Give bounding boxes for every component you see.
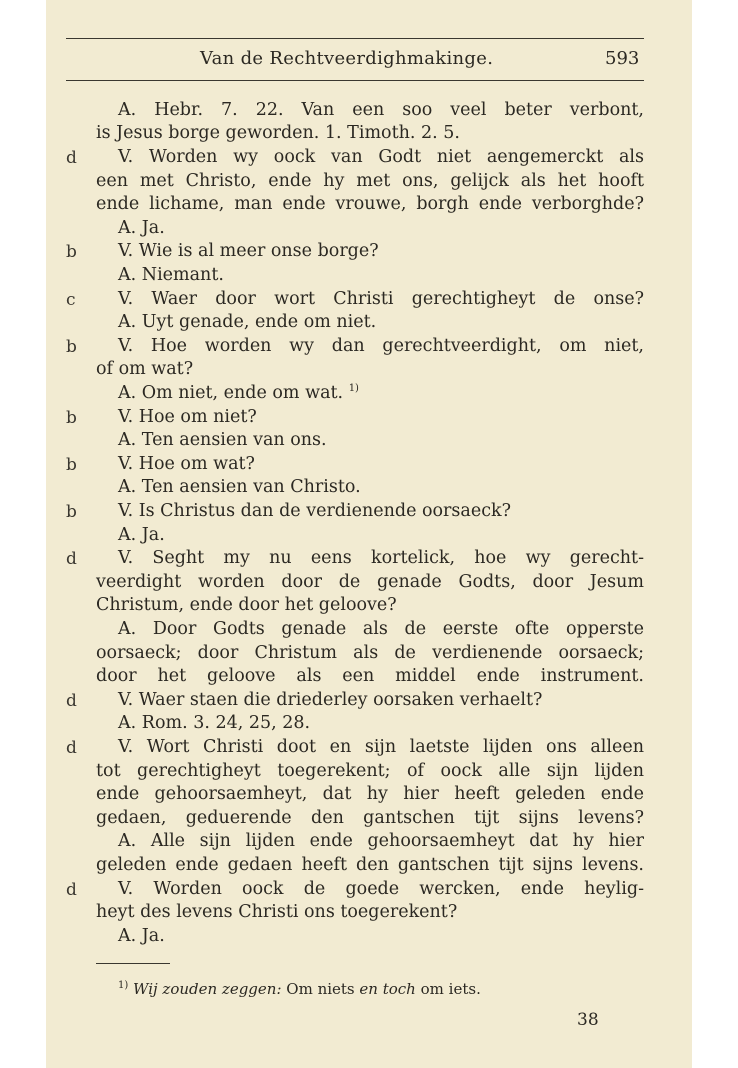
text-line: heyt des levens Christi ons toegerekent? [96,902,458,922]
footnote [118,980,481,998]
text-line: V. Is Christus dan de verdienende oorsaeck? [118,501,511,521]
text-line: geleden ende gedaen heeft den gantschen tijt sijns levens. [96,855,644,875]
footnote-italic-2: en toch [359,980,416,998]
margin-letter: b [66,337,77,357]
text-line: ende lichame, man ende vrouwe, borgh ende verborghde? [96,194,644,214]
margin-letter: d [66,880,77,900]
text-line: een met Christo, ende hy met ons, gelijck als het hooft [96,171,644,191]
text-line: A. Rom. 3. 24, 25, 28. [118,713,311,733]
text-line: A. Door Godts genade als de eerste ofte opperste [118,619,644,639]
text-line: A. Ten aensien van Christo. [118,477,361,497]
footnote-rule [96,963,170,964]
text-line: gedaen, geduerende den gantschen tijt sijns levens? [96,808,644,828]
text-line: A. Ten aensien van ons. [118,430,327,450]
line-text: A. Om niet, ende om wat. [118,383,344,403]
text-line: V. Worden oock de goede wercken, ende heylig- [118,879,644,899]
margin-letter: b [66,455,77,475]
text-line: V. Hoe om niet? [118,407,257,427]
text-line: A. Alle sijn lijden ende gehoorsaemheyt dat hy hier [118,831,644,851]
text-line: A. Uyt genade, ende om niet. [118,312,377,332]
footnote-italic: Wij zouden zeggen: [133,980,282,998]
text-line: Christum, ende door het geloove? [96,595,397,615]
margin-letter: b [66,242,77,262]
margin-letter: d [66,738,77,758]
text-line: is Jesus borge geworden. 1. Timoth. 2. 5. [96,123,460,143]
text-line: oorsaeck; door Christum als de verdienende oorsaeck; [96,643,644,663]
text-line: ende gehoorsaemheyt, dat hy hier heeft geleden ende [96,784,644,804]
footnote-marker: 1) [118,980,129,991]
margin-letter: d [66,691,77,711]
margin-letter: d [66,148,77,168]
margin-letter: b [66,408,77,428]
page-number: 593 [605,48,640,69]
text-line: V. Wort Christi doot en sijn laetste lijden ons alleen [118,737,644,757]
text-line: A. Hebr. 7. 22. Van een soo veel beter verbont, [118,100,644,120]
text-line: V. Wie is al meer onse borge? [118,241,379,261]
text-line: V. Waer staen die driederley oorsaken verhaelt? [118,690,543,710]
text-line: tot gerechtigheyt toegerekent; of oock alle sijn lijden [96,761,644,781]
footnote-text: Om niets [286,980,355,998]
text-line: veerdight worden door de genade Godts, door Jesum [96,572,644,592]
header-top-rule [66,38,644,39]
text-line: V. Worden wy oock van Godt niet aengemerckt als [118,147,644,167]
footnote-text-2: om iets. [420,980,481,998]
margin-letter: c [66,290,76,310]
text-line: V. Waer door wort Christi gerechtigheyt de onse? [118,289,644,309]
text-line: of om wat? [96,359,194,379]
footnote-ref: 1) [348,383,359,395]
text-line: V. Hoe worden wy dan gerechtveerdight, om niet, [118,336,644,356]
signature-mark: 38 [577,1010,599,1030]
margin-letter: b [66,502,77,522]
text-line: A. Niemant. [118,265,224,285]
text-line: V. Seght my nu eens kortelick, hoe wy gerecht- [118,548,644,568]
text-line: A. Ja. [118,525,165,545]
header-bottom-rule [66,80,644,81]
text-line [118,382,359,404]
margin-letter: d [66,549,77,569]
text-line: A. Ja. [118,218,165,238]
text-line: A. Ja. [118,926,165,946]
text-line: V. Hoe om wat? [118,454,255,474]
running-head-title: Van de Rechtveerdighmakinge. [200,48,494,69]
text-line: door het geloove als een middel ende instrument. [96,666,644,686]
